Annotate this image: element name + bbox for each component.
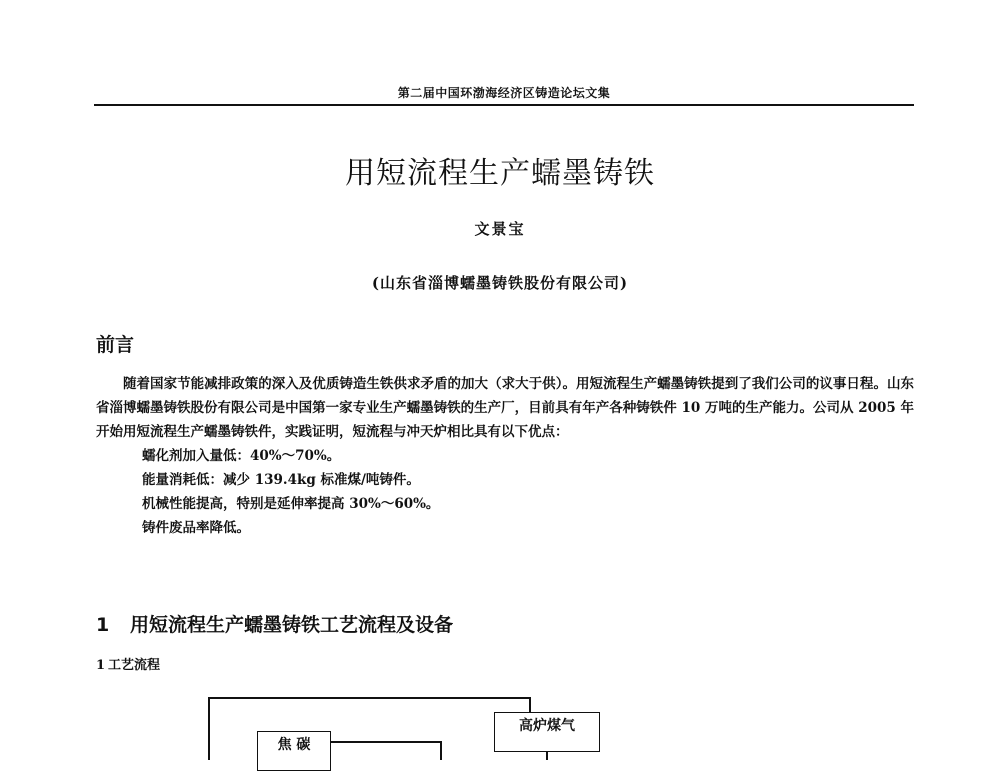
preface-body xyxy=(96,372,914,540)
subsection-1-number: 1 xyxy=(96,658,106,673)
section-1-title: 用短流程生产蠕墨铸铁工艺流程及设备 xyxy=(130,614,454,636)
header-rule xyxy=(94,104,914,106)
advantage-item: 蠕化剂加入量低：40%～70%。 xyxy=(142,448,341,464)
preface-paragraph: 随着国家节能减排政策的深入及优质铸造生铁供求矛盾的加大（求大于供）。用短流程生产蠕墨铸铁提到了我们公司的议事日程。山东省淄博蠕墨铸铁股份有限公司是中国第一家专业生产蠕墨铸铁的生产厂，目前具有年产各种铸铁件 10 万吨的生产能力。公司从 2005 年开始用短流程生产蠕墨铸铁件，实践证明，短流程与冲天炉相比具有以下优点： xyxy=(96,376,914,440)
flowchart-frame-top xyxy=(208,697,530,699)
subsection-1-title: 工艺流程 xyxy=(108,658,161,673)
section-1-heading xyxy=(96,610,453,637)
flowchart-frame-right xyxy=(529,697,531,712)
flowchart-box-coke: 焦 碳 xyxy=(257,731,331,771)
running-header: 第二届中国环渤海经济区铸造论坛文集 xyxy=(397,86,611,100)
author-affiliation: (山东省淄博蠕墨铸铁股份有限公司) xyxy=(371,274,629,292)
flowchart-connector-gas-down xyxy=(546,752,548,760)
advantages-list xyxy=(96,444,914,540)
flowchart-box-blast-furnace-gas: 高炉煤气 xyxy=(494,712,600,752)
paper-title: 用短流程生产蠕墨铸铁 xyxy=(345,156,655,191)
advantage-item: 能量消耗低：减少 139.4kg 标准煤/吨铸件。 xyxy=(142,472,420,488)
preface-heading: 前言 xyxy=(96,334,135,356)
advantage-item: 机械性能提高，特别是延伸率提高 30%～60%。 xyxy=(142,496,440,512)
flowchart-frame-left xyxy=(208,697,210,760)
flowchart-connector-coke xyxy=(331,741,441,743)
flowchart-connector-coke-down xyxy=(440,741,442,760)
author-name: 文景宝 xyxy=(474,220,526,238)
advantage-item: 铸件废品率降低。 xyxy=(142,520,250,536)
section-1-number: 1 xyxy=(96,614,110,636)
subsection-1-heading xyxy=(96,654,160,673)
